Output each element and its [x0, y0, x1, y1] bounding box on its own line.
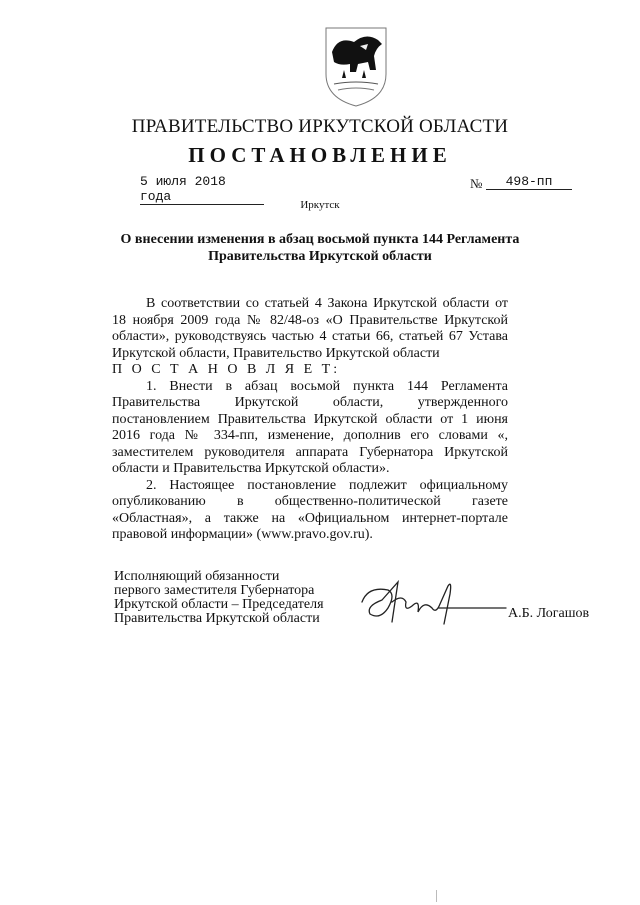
document-body — [112, 296, 508, 544]
preamble-paragraph: В соответствии со статьей 4 Закона Иркутской области от 18 ноября 2009 года № 82/48-оз «О Правительстве Иркутской области», руководствуясь частью 4 статьи 66, статьей 67 Устава Иркутской области, Правительство Иркутской области — [112, 296, 508, 361]
order-word: П О С Т А Н О В Л Я Е Т: — [112, 362, 341, 377]
document-number: 498-пп — [486, 174, 572, 190]
signatory-title-line-2: первого заместителя Губернатора — [114, 583, 315, 598]
scan-mark — [436, 890, 437, 902]
city-name: Иркутск — [300, 199, 340, 211]
subject-line-2: Правительства Иркутской области — [208, 249, 432, 264]
document-date: 5 июля 2018 года — [140, 174, 264, 205]
signatory-title-line-1: Исполняющий обязанности — [114, 569, 280, 584]
number-label: № — [470, 176, 483, 191]
handwritten-signature — [358, 572, 508, 628]
signatory-name: А.Б. Логашов — [508, 606, 590, 621]
subject-line-1: О внесении изменения в абзац восьмой пункта 144 Регламента — [120, 232, 520, 247]
item-2-paragraph: 2. Настоящее постановление подлежит официальному опубликованию в общественно-политической газете «Областная», а также на «Официальном интернет-портале правовой информации» (www.pravo.gov.ru). — [112, 477, 508, 542]
signatory-title — [114, 570, 354, 626]
document-type-title: ПОСТАНОВЛЕНИЕ — [188, 143, 452, 167]
document-subject — [110, 231, 530, 265]
government-name: ПРАВИТЕЛЬСТВО ИРКУТСКОЙ ОБЛАСТИ — [131, 116, 509, 137]
coat-of-arms-emblem — [320, 22, 392, 110]
item-1-paragraph: 1. Внести в абзац восьмой пункта 144 Регламента Правительства Иркутской области, утвержденного постановлением Правительства Иркутской области от 1 июня 2016 года № 334-пп, изменение, дополнив его словами «, заместителем руководителя аппарата Губернатора Иркутской области и Правительства Иркутской области». — [112, 378, 508, 476]
signatory-title-line-3: Иркутской области – Председателя — [114, 597, 324, 612]
signatory-title-line-4: Правительства Иркутской области — [114, 611, 320, 626]
